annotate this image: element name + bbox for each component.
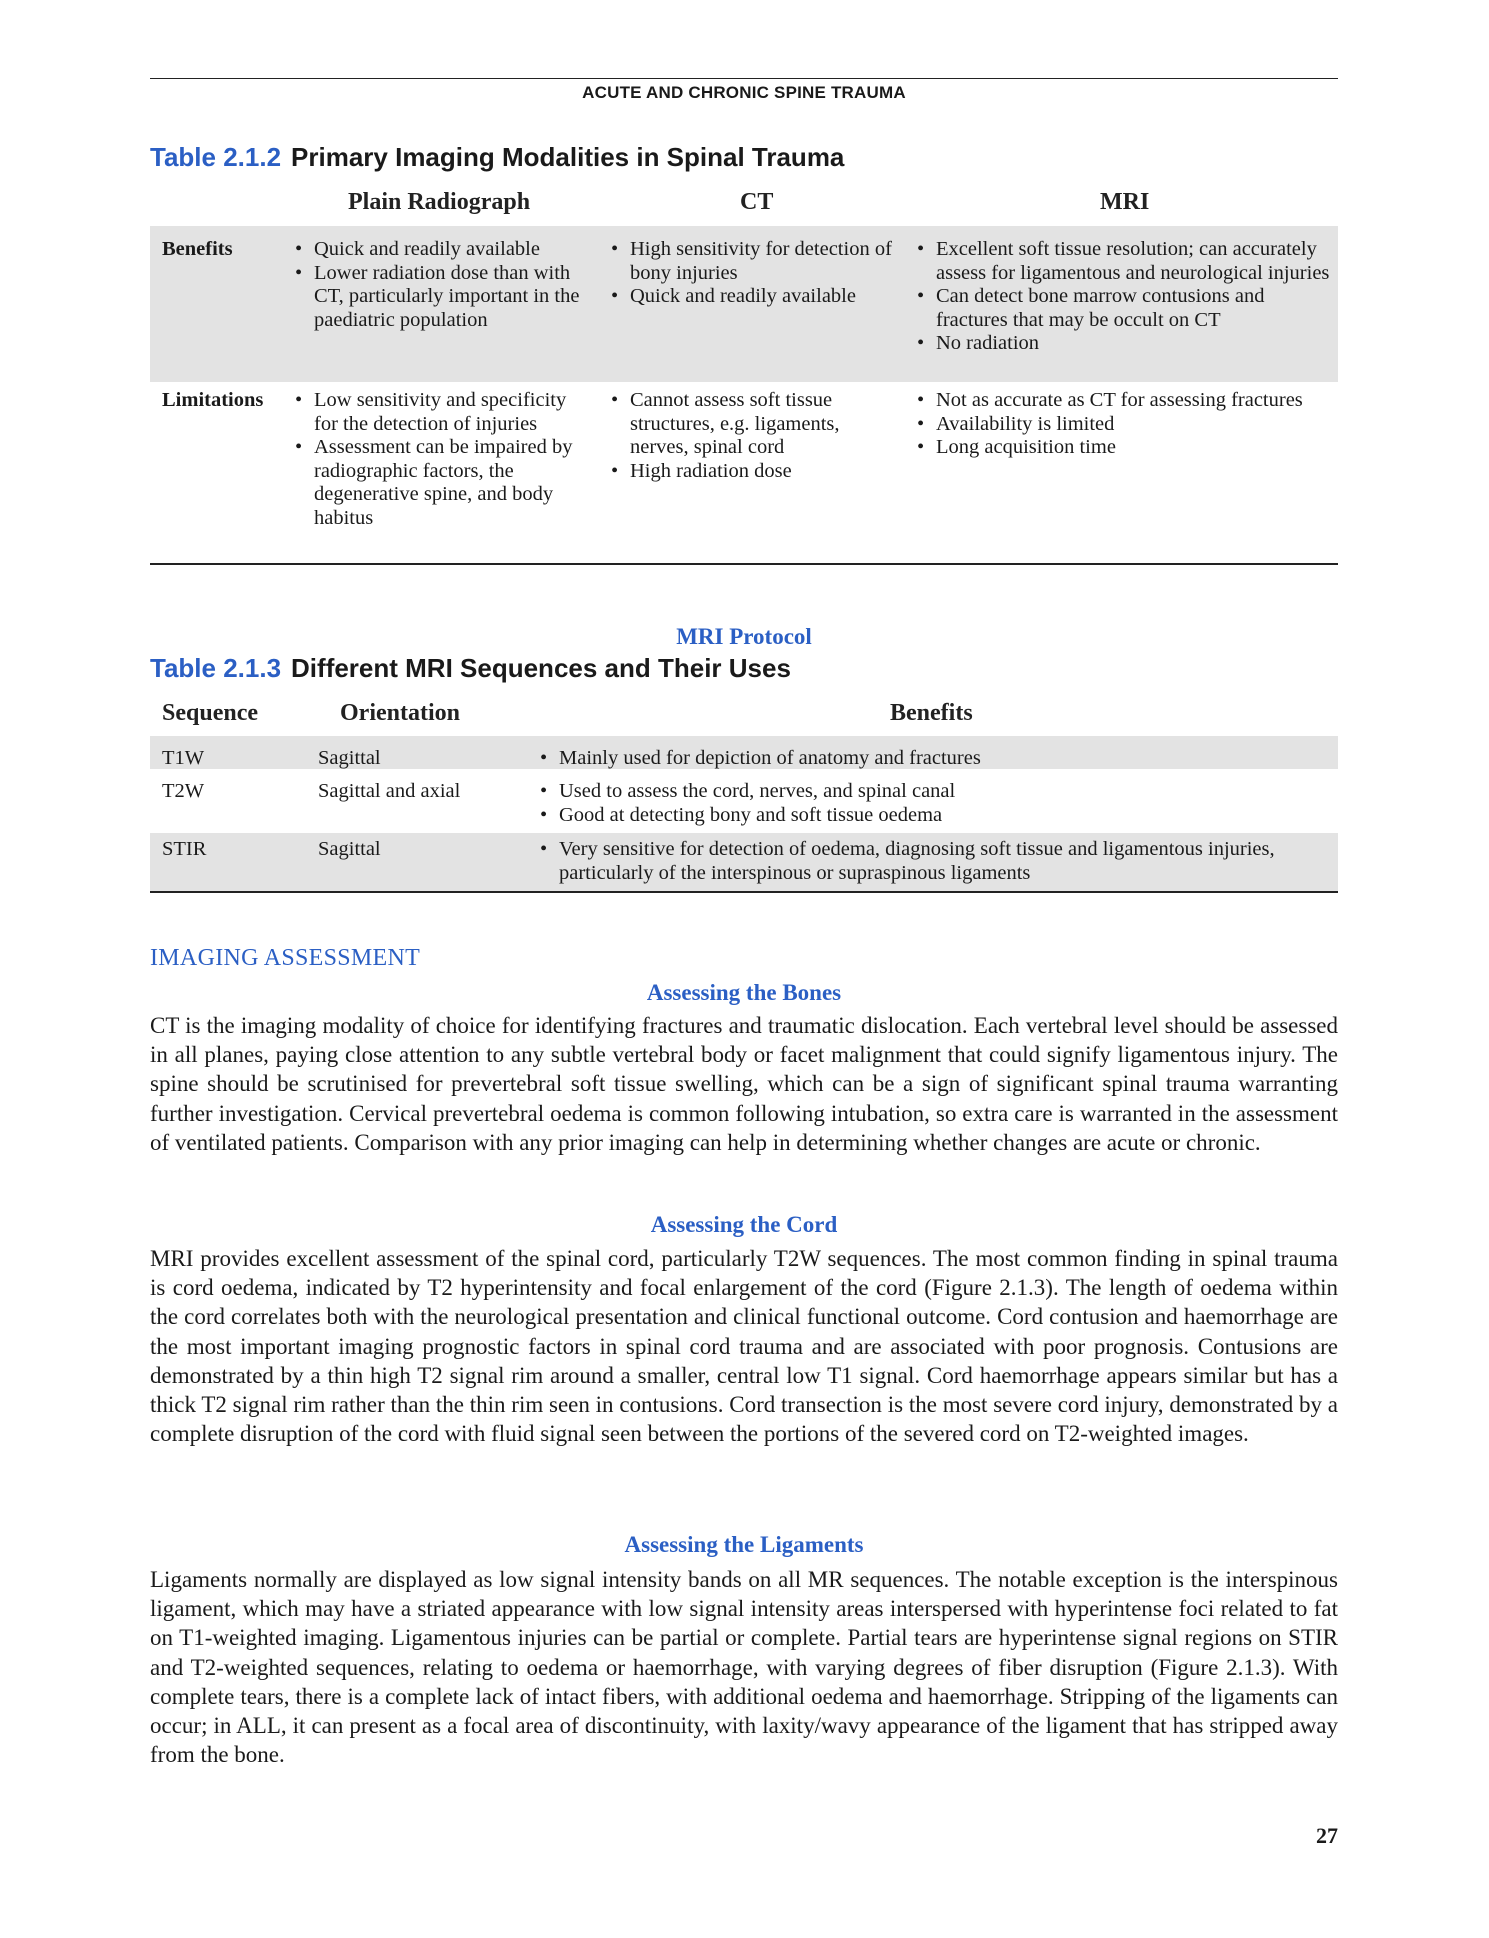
imaging-assessment-heading: IMAGING ASSESSMENT — [150, 945, 421, 971]
list-item: • Can detect bone marrow contusions and fractures that may be occult on CT — [915, 285, 1335, 332]
mri-protocol-heading: MRI Protocol — [676, 624, 812, 649]
subheading-bones: Assessing the Bones — [646, 980, 842, 1005]
col-header-sequence: Sequence — [162, 700, 258, 726]
paragraph-bones: CT is the imaging modality of choice for identifying fractures and traumatic dislocation. Each vertebral level should be assessed in all planes, paying close attention to any subtle vertebral body or facet malignment that could signify ligamentous injury. The spine should be scrutinised for prevertebral soft tissue swelling, which can be a sign of significant spinal trauma warranting further investigation. Cervical prevertebral oedema is common following intubation, so extra care is warranted in the assessment of ventilated patients. Comparison with any prior imaging can help in determining whether changes are acute or chronic. — [150, 1013, 1338, 1155]
list-item: • Good at detecting bony and soft tissue oedema — [538, 804, 1338, 828]
sequence-cell: STIR — [162, 838, 207, 860]
list-item: • Very sensitive for detection of oedema, diagnosing soft tissue and ligamentous injuries, particularly of the interspinous or supraspinous ligaments — [538, 838, 1338, 885]
list-item: • Low sensitivity and specificity for the detection of injuries — [293, 389, 593, 436]
list-item: • High sensitivity for detection of bony injuries — [609, 238, 899, 285]
table-2-1-3-title — [150, 653, 791, 684]
table-number: Table 2.1.2 — [150, 142, 282, 172]
page-number: 27 — [1316, 1823, 1338, 1848]
running-head: ACUTE AND CHRONIC SPINE TRAUMA — [150, 78, 1338, 103]
limitations-mri — [915, 389, 1335, 460]
table-bottom-rule — [150, 563, 1338, 565]
col-header-ct: CT — [740, 189, 774, 215]
list-item: • Cannot assess soft tissue structures, e.g. ligaments, nerves, spinal cord — [609, 389, 899, 460]
sequence-cell: T2W — [162, 780, 205, 802]
table-caption: Primary Imaging Modalities in Spinal Trauma — [291, 142, 845, 172]
limitations-radiograph — [293, 389, 593, 530]
benefits-cell — [538, 780, 1338, 827]
subheading-ligaments: Assessing the Ligaments — [624, 1532, 864, 1557]
sequence-cell: T1W — [162, 747, 205, 769]
list-item: • No radiation — [915, 332, 1335, 356]
list-item: • High radiation dose — [609, 460, 899, 484]
list-item: • Mainly used for depiction of anatomy and fractures — [538, 747, 1338, 771]
list-item: • Long acquisition time — [915, 436, 1335, 460]
benefits-radiograph — [293, 238, 593, 332]
benefits-ct — [609, 238, 899, 309]
benefits-cell — [538, 747, 1338, 771]
orientation-cell: Sagittal and axial — [318, 780, 461, 802]
list-item: • Excellent soft tissue resolution; can accurately assess for ligamentous and neurological injuries — [915, 238, 1335, 285]
list-item: • Used to assess the cord, nerves, and spinal canal — [538, 780, 1338, 804]
benefits-mri — [915, 238, 1335, 356]
paragraph-ligaments: Ligaments normally are displayed as low signal intensity bands on all MR sequences. The notable exception is the interspinous ligament, which may have a striated appearance with low signal intensity areas interspersed with hyperintense foci related to fat on T1-weighted imaging. Ligamentous injuries can be partial or complete. Partial tears are hyperintense signal regions on STIR and T2-weighted sequences, relating to oedema or haemorrhage, with varying degrees of fiber disruption (Figure 2.1.3). With complete tears, there is a complete lack of intact fibers, with additional oedema and haemorrhage. Stripping of the ligaments can occur; in ALL, it can present as a focal area of discontinuity, with laxity/wavy appearance of the ligament that has stripped away from the bone. — [150, 1567, 1338, 1768]
col-header-orientation: Orientation — [340, 700, 460, 726]
col-header-mri: MRI — [1100, 189, 1150, 215]
list-item: • Lower radiation dose than with CT, particularly important in the paediatric population — [293, 262, 593, 333]
list-item: • Availability is limited — [915, 413, 1335, 437]
list-item: • Assessment can be impaired by radiographic factors, the degenerative spine, and body habitus — [293, 436, 593, 530]
table-2-1-2-title — [150, 142, 844, 173]
orientation-cell: Sagittal — [318, 838, 381, 860]
list-item: • Quick and readily available — [609, 285, 899, 309]
paragraph-cord: MRI provides excellent assessment of the spinal cord, particularly T2W sequences. The most common finding in spinal trauma is cord oedema, indicated by T2 hyperintensity and focal enlargement of the cord (Figure 2.1.3). The length of oedema within the cord correlates both with the neurological presentation and clinical functional outcome. Cord contusion and haemorrhage are the most important imaging prognostic factors in spinal cord trauma and are associated with poor prognosis. Contusions are demonstrated by a thin high T2 signal rim around a smaller, central low T1 signal. Cord haemorrhage appears similar but has a thick T2 signal rim rather than the thin rim seen in contusions. Cord transection is the most severe cord injury, demonstrated by a complete disruption of the cord with fluid signal seen between the portions of the severed cord on T2-weighted images. — [150, 1246, 1338, 1447]
col-header-plain-radiograph: Plain Radiograph — [348, 189, 531, 215]
table-caption: Different MRI Sequences and Their Uses — [291, 653, 791, 683]
limitations-ct — [609, 389, 899, 483]
orientation-cell: Sagittal — [318, 747, 381, 769]
list-item: • Not as accurate as CT for assessing fractures — [915, 389, 1335, 413]
table-bottom-rule — [150, 891, 1338, 893]
benefits-cell — [538, 838, 1338, 885]
list-item: • Quick and readily available — [293, 238, 593, 262]
subheading-cord: Assessing the Cord — [650, 1212, 838, 1237]
row-label-limitations: Limitations — [162, 389, 264, 411]
row-label-benefits: Benefits — [162, 238, 233, 260]
col-header-benefits: Benefits — [890, 700, 973, 726]
table-number: Table 2.1.3 — [150, 653, 282, 683]
